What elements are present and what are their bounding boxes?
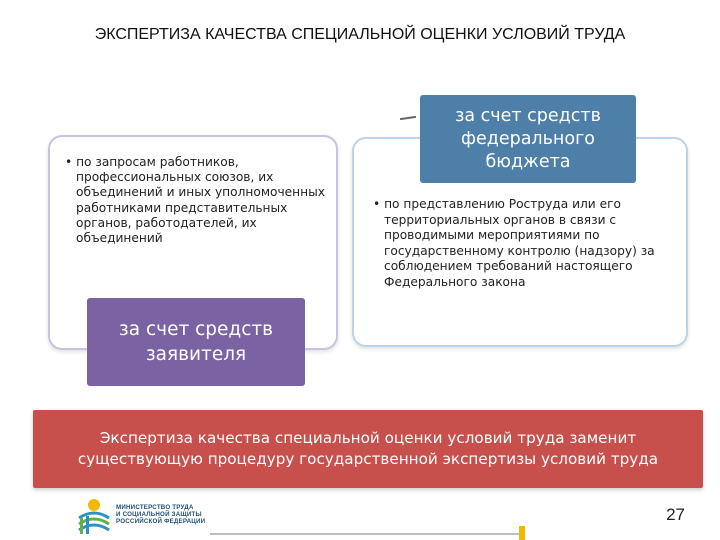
connector-tick: [400, 116, 416, 120]
ministry-name: [116, 504, 226, 526]
footer-divider: [210, 533, 520, 535]
slide-title: ЭКСПЕРТИЗА КАЧЕСТВА СПЕЦИАЛЬНОЙ ОЦЕНКИ УСЛОВИЙ ТРУДА: [94, 26, 626, 43]
page-number: 27: [666, 505, 685, 524]
ministry-logo-icon: [76, 496, 112, 536]
ministry-line-3: РОССИЙСКОЙ ФЕДЕРАЦИИ: [116, 518, 206, 526]
federal-budget-box: [420, 95, 636, 183]
ministry-line-2: И СОЦИАЛЬНОЙ ЗАЩИТЫ: [116, 511, 202, 519]
footer-accent-bar: [519, 526, 525, 540]
ministry-line-1: МИНИСТЕРСТВО ТРУДА: [116, 504, 194, 511]
left-panel-bullet: • по запросам работников, профессиональных союзов, их объединений и иных уполномоченных работниками представительных органов, работодателей, их объединений: [65, 155, 325, 246]
summary-banner-text: Экспертиза качества специальной оценки условий труда заменит существующую процедуру государственной экспертизы условий труда: [77, 429, 659, 468]
right-panel-bullet: • по представлению Роструда или его территориальных органов в связи с проводимыми мероприятиями по государственному контролю (надзору) за соблюдением требований настоящего Федерального закона: [373, 197, 655, 289]
applicant-funds-label: за счет средств заявителя: [118, 319, 274, 365]
federal-budget-label: за счет средств федерального бюджета: [455, 105, 601, 172]
summary-banner: [33, 410, 703, 488]
applicant-funds-box: [87, 298, 305, 386]
